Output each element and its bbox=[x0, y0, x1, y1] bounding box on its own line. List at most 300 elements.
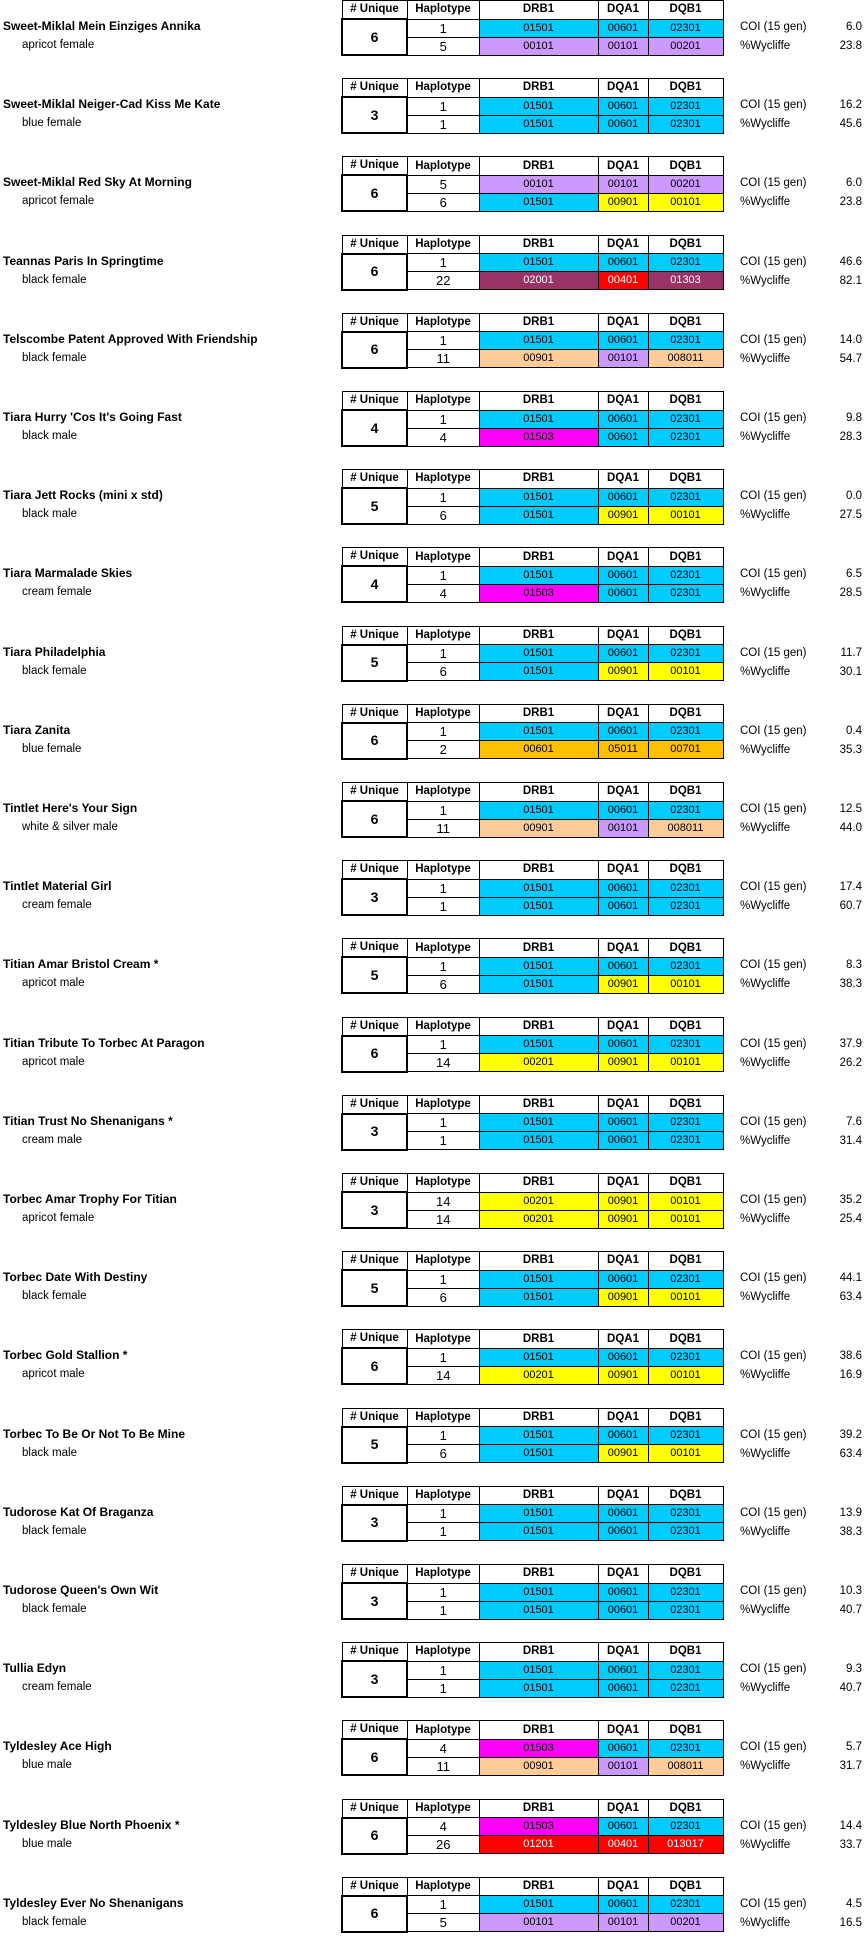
dog-name: Torbec Date With Destiny bbox=[3, 1270, 148, 1285]
wycliffe-label: %Wycliffe bbox=[740, 587, 791, 600]
haplotype-table bbox=[341, 78, 724, 134]
haplotype-header: Haplotype bbox=[407, 626, 479, 645]
dqb1-header: DQB1 bbox=[648, 1408, 723, 1427]
dqa1-header: DQA1 bbox=[598, 470, 648, 489]
dqb1-header: DQB1 bbox=[648, 1486, 723, 1505]
unique-header: # Unique bbox=[342, 1017, 407, 1036]
coi-value: 17.4 bbox=[839, 881, 862, 894]
dqa1-allele: 00601 bbox=[598, 584, 648, 602]
unique-count: 6 bbox=[342, 1739, 407, 1775]
dqa1-allele: 00601 bbox=[598, 1661, 648, 1679]
dqb1-allele: 02301 bbox=[648, 19, 723, 37]
coi-value: 6.5 bbox=[846, 568, 862, 581]
table-row bbox=[342, 1505, 723, 1523]
table-row bbox=[342, 1192, 723, 1210]
table-header-row bbox=[342, 392, 723, 411]
dqa1-allele: 00601 bbox=[598, 488, 648, 506]
dog-name: Tiara Hurry 'Cos It's Going Fast bbox=[3, 410, 182, 424]
dqb1-allele: 02301 bbox=[648, 1583, 723, 1601]
haplotype-number: 14 bbox=[407, 1366, 479, 1384]
drb1-allele: 01501 bbox=[479, 975, 598, 993]
table-row bbox=[342, 1818, 723, 1836]
dqb1-allele: 02301 bbox=[648, 879, 723, 897]
dqb1-allele: 02301 bbox=[648, 254, 723, 272]
dqa1-header: DQA1 bbox=[598, 548, 648, 567]
dqa1-allele: 00901 bbox=[598, 506, 648, 524]
dog-record bbox=[0, 1799, 867, 1853]
dqb1-allele: 02301 bbox=[648, 410, 723, 428]
dqa1-header: DQA1 bbox=[598, 235, 648, 254]
dqa1-allele: 00601 bbox=[598, 19, 648, 37]
dqa1-allele: 00401 bbox=[598, 1836, 648, 1854]
table-header-row bbox=[342, 1799, 723, 1818]
dqa1-header: DQA1 bbox=[598, 1486, 648, 1505]
haplotype-header: Haplotype bbox=[407, 1799, 479, 1818]
wycliffe-label: %Wycliffe bbox=[740, 352, 791, 365]
dqa1-allele: 00601 bbox=[598, 1132, 648, 1150]
table-header-row bbox=[342, 235, 723, 254]
haplotype-table bbox=[341, 1799, 724, 1855]
dog-name: Tudorose Kat Of Braganza bbox=[3, 1504, 154, 1519]
dqa1-header: DQA1 bbox=[598, 704, 648, 723]
wycliffe-label: %Wycliffe bbox=[740, 1447, 791, 1460]
table-row bbox=[342, 566, 723, 584]
coi-label: COI (15 gen) bbox=[740, 1897, 807, 1910]
drb1-header: DRB1 bbox=[479, 1252, 598, 1271]
unique-count: 4 bbox=[342, 566, 407, 602]
haplotype-table bbox=[341, 1017, 724, 1073]
coi-value: 9.8 bbox=[846, 412, 862, 424]
haplotype-table bbox=[341, 156, 724, 212]
coi-value: 9.3 bbox=[846, 1663, 862, 1676]
coi-value: 14.4 bbox=[839, 1819, 862, 1832]
unique-count: 3 bbox=[342, 1583, 407, 1619]
coi-label: COI (15 gen) bbox=[740, 333, 807, 346]
drb1-allele: 01501 bbox=[479, 723, 598, 741]
coi-label: COI (15 gen) bbox=[740, 568, 807, 581]
unique-count: 3 bbox=[342, 1661, 407, 1697]
haplotype-header: Haplotype bbox=[407, 783, 479, 802]
dqa1-allele: 00901 bbox=[598, 1192, 648, 1210]
haplotype-number: 5 bbox=[407, 1914, 479, 1932]
coi-label: COI (15 gen) bbox=[740, 1115, 807, 1128]
wycliffe-value: 82.1 bbox=[839, 274, 862, 287]
table-row bbox=[342, 645, 723, 663]
haplotype-table bbox=[341, 1720, 724, 1776]
dqb1-header: DQB1 bbox=[648, 626, 723, 645]
dqa1-allele: 00601 bbox=[598, 1679, 648, 1697]
dog-name: Sweet-Miklal Mein Einziges Annika bbox=[3, 19, 201, 33]
dqa1-allele: 00601 bbox=[598, 1601, 648, 1619]
unique-header: # Unique bbox=[342, 1721, 407, 1740]
haplotype-number: 1 bbox=[407, 254, 479, 272]
wycliffe-value: 30.1 bbox=[839, 665, 862, 678]
table-row bbox=[342, 1348, 723, 1366]
wycliffe-value: 33.7 bbox=[839, 1838, 862, 1851]
unique-header: # Unique bbox=[342, 1877, 407, 1896]
drb1-header: DRB1 bbox=[479, 548, 598, 567]
table-header-row bbox=[342, 1643, 723, 1662]
table-row bbox=[342, 1583, 723, 1601]
table-row bbox=[342, 19, 723, 37]
wycliffe-value: 60.7 bbox=[839, 900, 862, 913]
table-header-row bbox=[342, 861, 723, 880]
table-row bbox=[342, 332, 723, 350]
haplotype-number: 1 bbox=[407, 1270, 479, 1288]
dqb1-allele: 02301 bbox=[648, 1114, 723, 1132]
dqb1-header: DQB1 bbox=[648, 1174, 723, 1193]
dog-record bbox=[0, 626, 867, 680]
dqa1-allele: 00101 bbox=[598, 350, 648, 368]
table-header-row bbox=[342, 704, 723, 723]
dqb1-allele: 02301 bbox=[648, 488, 723, 506]
dog-record bbox=[0, 1173, 867, 1227]
drb1-allele: 00901 bbox=[479, 350, 598, 368]
unique-count: 4 bbox=[342, 410, 407, 446]
drb1-allele: 01501 bbox=[479, 1523, 598, 1541]
table-header-row bbox=[342, 783, 723, 802]
dog-record bbox=[0, 1486, 867, 1540]
haplotype-header: Haplotype bbox=[407, 1721, 479, 1740]
coi-value: 7.6 bbox=[846, 1115, 862, 1128]
drb1-allele: 01501 bbox=[479, 1348, 598, 1366]
dog-record bbox=[0, 1564, 867, 1618]
drb1-allele: 01503 bbox=[479, 1818, 598, 1836]
haplotype-number: 1 bbox=[407, 645, 479, 663]
haplotype-header: Haplotype bbox=[407, 313, 479, 332]
table-header-row bbox=[342, 1486, 723, 1505]
dog-name: Tintlet Here's Your Sign bbox=[3, 801, 138, 815]
haplotype-header: Haplotype bbox=[407, 470, 479, 489]
unique-header: # Unique bbox=[342, 392, 407, 411]
coi-value: 10.3 bbox=[839, 1585, 862, 1597]
haplotype-table bbox=[341, 1173, 724, 1229]
drb1-allele: 01503 bbox=[479, 428, 598, 446]
table-row bbox=[342, 410, 723, 428]
dqb1-allele: 02301 bbox=[648, 1739, 723, 1757]
dqb1-allele: 00101 bbox=[648, 1445, 723, 1463]
drb1-allele: 00601 bbox=[479, 741, 598, 759]
dog-color-sex: black female bbox=[22, 1915, 87, 1928]
haplotype-number: 6 bbox=[407, 193, 479, 211]
wycliffe-value: 38.3 bbox=[839, 978, 862, 991]
haplotype-number: 1 bbox=[407, 1132, 479, 1150]
dqb1-header: DQB1 bbox=[648, 704, 723, 723]
haplotype-number: 1 bbox=[407, 1679, 479, 1697]
dog-name: Tintlet Material Girl bbox=[3, 879, 112, 894]
wycliffe-value: 31.4 bbox=[839, 1134, 862, 1147]
dqa1-header: DQA1 bbox=[598, 1643, 648, 1662]
dog-color-sex: black female bbox=[22, 273, 87, 286]
dqb1-header: DQB1 bbox=[648, 1721, 723, 1740]
dqb1-allele: 00701 bbox=[648, 741, 723, 759]
dqa1-allele: 00101 bbox=[598, 175, 648, 193]
dqb1-allele: 02301 bbox=[648, 1679, 723, 1697]
dqa1-allele: 00601 bbox=[598, 1036, 648, 1054]
dog-name: Tudorose Queen's Own Wit bbox=[3, 1583, 159, 1597]
drb1-header: DRB1 bbox=[479, 861, 598, 880]
drb1-allele: 01501 bbox=[479, 1601, 598, 1619]
table-row bbox=[342, 1270, 723, 1288]
coi-label: COI (15 gen) bbox=[740, 255, 807, 268]
dog-color-sex: black female bbox=[22, 1524, 87, 1537]
haplotype-header: Haplotype bbox=[407, 79, 479, 98]
unique-count: 6 bbox=[342, 175, 407, 211]
dqa1-allele: 00901 bbox=[598, 1445, 648, 1463]
unique-header: # Unique bbox=[342, 1, 407, 20]
dog-color-sex: black male bbox=[22, 508, 77, 521]
dog-record bbox=[0, 1408, 867, 1462]
dog-name: Titian Tribute To Torbec At Paragon bbox=[3, 1035, 205, 1050]
table-header-row bbox=[342, 1330, 723, 1349]
dqb1-allele: 02301 bbox=[648, 723, 723, 741]
haplotype-header: Haplotype bbox=[407, 1174, 479, 1193]
dog-name: Tyldesley Ever No Shenanigans bbox=[3, 1895, 184, 1910]
wycliffe-value: 45.6 bbox=[839, 118, 862, 131]
dqb1-allele: 00101 bbox=[648, 663, 723, 681]
dqb1-header: DQB1 bbox=[648, 79, 723, 98]
drb1-header: DRB1 bbox=[479, 1643, 598, 1662]
dog-color-sex: black female bbox=[22, 664, 87, 677]
drb1-allele: 00201 bbox=[479, 1192, 598, 1210]
drb1-allele: 01501 bbox=[479, 19, 598, 37]
unique-count: 6 bbox=[342, 1348, 407, 1384]
coi-label: COI (15 gen) bbox=[740, 1272, 807, 1285]
wycliffe-value: 44.0 bbox=[839, 822, 862, 834]
haplotype-number: 1 bbox=[407, 1523, 479, 1541]
drb1-allele: 01501 bbox=[479, 1445, 598, 1463]
drb1-header: DRB1 bbox=[479, 1330, 598, 1349]
dqb1-allele: 00101 bbox=[648, 506, 723, 524]
table-header-row bbox=[342, 1095, 723, 1114]
dqb1-header: DQB1 bbox=[648, 1095, 723, 1114]
haplotype-header: Haplotype bbox=[407, 1643, 479, 1662]
dqb1-allele: 013017 bbox=[648, 1836, 723, 1854]
wycliffe-value: 23.8 bbox=[839, 196, 862, 209]
drb1-allele: 01501 bbox=[479, 1661, 598, 1679]
coi-value: 11.7 bbox=[840, 646, 862, 659]
haplotype-number: 11 bbox=[407, 819, 479, 837]
drb1-allele: 01501 bbox=[479, 410, 598, 428]
dqa1-allele: 00901 bbox=[598, 663, 648, 681]
unique-header: # Unique bbox=[342, 1486, 407, 1505]
table-row bbox=[342, 254, 723, 272]
dqb1-header: DQB1 bbox=[648, 1017, 723, 1036]
dqa1-allele: 00601 bbox=[598, 97, 648, 115]
unique-count: 6 bbox=[342, 1036, 407, 1072]
dqa1-allele: 05011 bbox=[598, 741, 648, 759]
haplotype-header: Haplotype bbox=[407, 235, 479, 254]
table-header-row bbox=[342, 1017, 723, 1036]
dog-color-sex: black female bbox=[22, 351, 87, 364]
drb1-header: DRB1 bbox=[479, 939, 598, 958]
haplotype-number: 1 bbox=[407, 19, 479, 37]
dog-name: Tiara Zanita bbox=[3, 722, 71, 737]
dqa1-header: DQA1 bbox=[598, 1721, 648, 1740]
dqb1-header: DQB1 bbox=[648, 548, 723, 567]
dqb1-allele: 02301 bbox=[648, 332, 723, 350]
dog-name: Tullia Edyn bbox=[3, 1661, 67, 1676]
dqb1-allele: 02301 bbox=[648, 1270, 723, 1288]
haplotype-header: Haplotype bbox=[407, 1486, 479, 1505]
unique-count: 5 bbox=[342, 1427, 407, 1463]
unique-header: # Unique bbox=[342, 783, 407, 802]
dqb1-allele: 00201 bbox=[648, 37, 723, 55]
wycliffe-value: 23.8 bbox=[839, 40, 862, 52]
drb1-allele: 01501 bbox=[479, 1132, 598, 1150]
wycliffe-value: 63.4 bbox=[839, 1291, 862, 1304]
haplotype-table bbox=[341, 1564, 724, 1620]
table-header-row bbox=[342, 1174, 723, 1193]
haplotype-table bbox=[341, 235, 724, 291]
table-row bbox=[342, 723, 723, 741]
dog-record bbox=[0, 78, 867, 132]
dqa1-allele: 00101 bbox=[598, 1914, 648, 1932]
dqb1-allele: 00201 bbox=[648, 1914, 723, 1932]
drb1-header: DRB1 bbox=[479, 1, 598, 20]
drb1-allele: 00901 bbox=[479, 1757, 598, 1775]
dqa1-allele: 00601 bbox=[598, 1348, 648, 1366]
unique-count: 6 bbox=[342, 723, 407, 759]
unique-header: # Unique bbox=[342, 548, 407, 567]
dqa1-allele: 00901 bbox=[598, 193, 648, 211]
haplotype-number: 6 bbox=[407, 975, 479, 993]
haplotype-number: 6 bbox=[407, 1288, 479, 1306]
haplotype-number: 4 bbox=[407, 1818, 479, 1836]
drb1-header: DRB1 bbox=[479, 626, 598, 645]
haplotype-header: Haplotype bbox=[407, 1408, 479, 1427]
dqb1-allele: 00101 bbox=[648, 1288, 723, 1306]
unique-count: 3 bbox=[342, 1114, 407, 1150]
coi-label: COI (15 gen) bbox=[740, 1585, 807, 1597]
dog-color-sex: apricot female bbox=[22, 1212, 95, 1224]
dqb1-allele: 02301 bbox=[648, 897, 723, 915]
dqb1-header: DQB1 bbox=[648, 783, 723, 802]
drb1-allele: 00201 bbox=[479, 1366, 598, 1384]
haplotype-table bbox=[341, 704, 724, 760]
dqa1-allele: 00901 bbox=[598, 1366, 648, 1384]
haplotype-header: Haplotype bbox=[407, 704, 479, 723]
drb1-header: DRB1 bbox=[479, 1877, 598, 1896]
unique-count: 6 bbox=[342, 1818, 407, 1854]
unique-count: 5 bbox=[342, 1270, 407, 1306]
table-row bbox=[342, 1739, 723, 1757]
dqb1-header: DQB1 bbox=[648, 1330, 723, 1349]
dqb1-allele: 02301 bbox=[648, 1601, 723, 1619]
dqa1-allele: 00601 bbox=[598, 332, 648, 350]
haplotype-number: 1 bbox=[407, 97, 479, 115]
dog-name: Tyldesley Blue North Phoenix * bbox=[3, 1817, 180, 1832]
coi-value: 0.0 bbox=[846, 490, 862, 503]
drb1-allele: 01501 bbox=[479, 957, 598, 975]
dog-name: Sweet-Miklal Red Sky At Morning bbox=[3, 175, 192, 190]
haplotype-table bbox=[341, 391, 724, 447]
table-row bbox=[342, 957, 723, 975]
dqa1-allele: 00601 bbox=[598, 1739, 648, 1757]
dqb1-allele: 00101 bbox=[648, 975, 723, 993]
dog-record bbox=[0, 704, 867, 758]
wycliffe-value: 28.5 bbox=[839, 587, 862, 600]
haplotype-number: 1 bbox=[407, 1505, 479, 1523]
haplotype-number: 1 bbox=[407, 879, 479, 897]
dog-record bbox=[0, 1017, 867, 1071]
coi-label: COI (15 gen) bbox=[740, 1037, 807, 1050]
haplotype-number: 1 bbox=[407, 801, 479, 819]
haplotype-table bbox=[341, 0, 724, 56]
dqa1-header: DQA1 bbox=[598, 1408, 648, 1427]
wycliffe-label: %Wycliffe bbox=[740, 274, 791, 287]
dog-name: Tyldesley Ace High bbox=[3, 1739, 112, 1754]
dqb1-allele: 02301 bbox=[648, 1132, 723, 1150]
unique-count: 6 bbox=[342, 801, 407, 837]
dqa1-allele: 00601 bbox=[598, 1583, 648, 1601]
coi-value: 38.6 bbox=[839, 1350, 862, 1363]
table-header-row bbox=[342, 313, 723, 332]
unique-count: 5 bbox=[342, 957, 407, 993]
haplotype-number: 14 bbox=[407, 1210, 479, 1228]
dqa1-allele: 00901 bbox=[598, 975, 648, 993]
drb1-allele: 01501 bbox=[479, 332, 598, 350]
dog-record bbox=[0, 156, 867, 210]
dog-name: Tiara Philadelphia bbox=[3, 644, 106, 659]
table-row bbox=[342, 1661, 723, 1679]
drb1-allele: 00101 bbox=[479, 37, 598, 55]
haplotype-table bbox=[341, 782, 724, 838]
dqa1-header: DQA1 bbox=[598, 392, 648, 411]
wycliffe-value: 38.3 bbox=[839, 1525, 862, 1538]
unique-header: # Unique bbox=[342, 235, 407, 254]
table-header-row bbox=[342, 157, 723, 176]
haplotype-number: 1 bbox=[407, 566, 479, 584]
dog-color-sex: blue male bbox=[22, 1759, 72, 1772]
haplotype-table bbox=[341, 1329, 724, 1385]
dqa1-header: DQA1 bbox=[598, 1252, 648, 1271]
dqa1-allele: 00601 bbox=[598, 879, 648, 897]
wycliffe-label: %Wycliffe bbox=[740, 431, 791, 443]
unique-header: # Unique bbox=[342, 939, 407, 958]
dqb1-allele: 02301 bbox=[648, 428, 723, 446]
wycliffe-label: %Wycliffe bbox=[740, 1291, 791, 1304]
wycliffe-label: %Wycliffe bbox=[740, 978, 791, 991]
haplotype-number: 1 bbox=[407, 1427, 479, 1445]
dqa1-allele: 00601 bbox=[598, 957, 648, 975]
coi-value: 39.2 bbox=[839, 1428, 862, 1441]
wycliffe-value: 54.7 bbox=[839, 352, 862, 365]
unique-count: 5 bbox=[342, 488, 407, 524]
table-header-row bbox=[342, 1, 723, 20]
haplotype-header: Haplotype bbox=[407, 1095, 479, 1114]
drb1-allele: 01501 bbox=[479, 1896, 598, 1914]
table-header-row bbox=[342, 79, 723, 98]
dqb1-allele: 02301 bbox=[648, 566, 723, 584]
drb1-allele: 01501 bbox=[479, 566, 598, 584]
haplotype-number: 6 bbox=[407, 506, 479, 524]
table-header-row bbox=[342, 1252, 723, 1271]
coi-value: 12.5 bbox=[839, 803, 862, 815]
dqb1-allele: 02301 bbox=[648, 1661, 723, 1679]
drb1-header: DRB1 bbox=[479, 1017, 598, 1036]
drb1-allele: 01501 bbox=[479, 1427, 598, 1445]
dqa1-header: DQA1 bbox=[598, 313, 648, 332]
dqb1-header: DQB1 bbox=[648, 1643, 723, 1662]
unique-header: # Unique bbox=[342, 1095, 407, 1114]
drb1-allele: 01501 bbox=[479, 897, 598, 915]
dqa1-allele: 00101 bbox=[598, 37, 648, 55]
coi-label: COI (15 gen) bbox=[740, 490, 807, 503]
dqb1-allele: 02301 bbox=[648, 645, 723, 663]
coi-label: COI (15 gen) bbox=[740, 177, 807, 190]
dog-name: Teannas Paris In Springtime bbox=[3, 253, 164, 268]
